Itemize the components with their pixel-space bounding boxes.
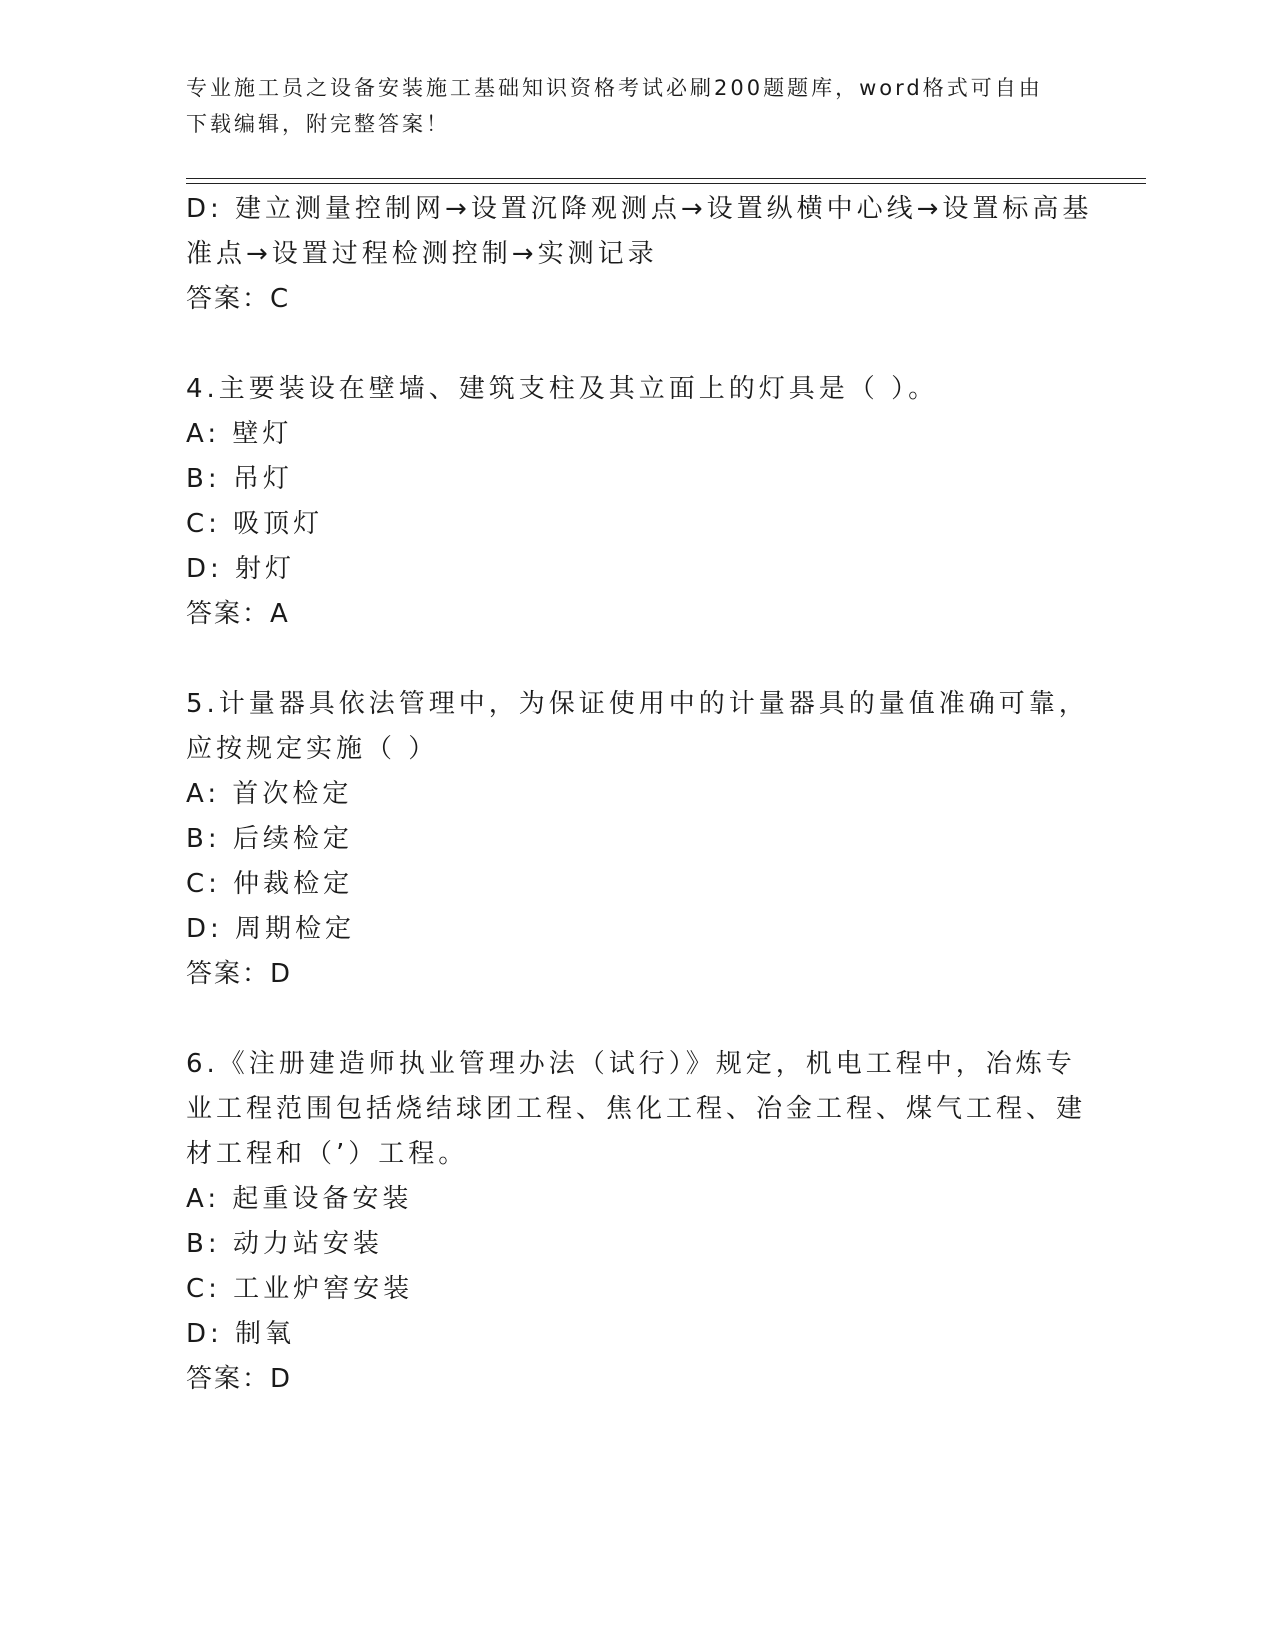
question-block xyxy=(186,367,1086,637)
option-a: A: 壁灯 xyxy=(186,419,293,449)
answer-line: 答案：A xyxy=(186,599,290,629)
option-c: C: 仲裁检定 xyxy=(186,869,354,899)
option-c: C: 吸顶灯 xyxy=(186,509,324,539)
option-d: D: 制氧 xyxy=(186,1319,296,1349)
option-d-line-2: 准点→设置过程检测控制→实测记录 xyxy=(186,239,658,269)
question-content xyxy=(186,187,1093,1402)
question-stem: 材工程和（’）工程。 xyxy=(186,1139,469,1169)
spacer xyxy=(186,637,1086,682)
question-stem: 业工程范围包括烧结球团工程、焦化工程、冶金工程、煤气工程、建 xyxy=(186,1094,1087,1124)
question-stem: 应按规定实施（ ） xyxy=(186,734,439,764)
answer-line: 答案：D xyxy=(186,1364,293,1394)
question-stem: 5.计量器具依法管理中，为保证使用中的计量器具的量值准确可靠， xyxy=(186,689,1089,719)
header-divider-top xyxy=(186,178,1146,179)
header-line-2: 下载编辑，附完整答案！ xyxy=(186,112,450,136)
answer-line: 答案：D xyxy=(186,959,293,989)
option-d-line-1: D: 建立测量控制网→设置沉降观测点→设置纵横中心线→设置标高基 xyxy=(186,194,1093,224)
option-d: D: 周期检定 xyxy=(186,914,356,944)
option-a: A: 起重设备安装 xyxy=(186,1184,413,1214)
question-stem: 4.主要装设在壁墙、建筑支柱及其立面上的灯具是（ ）。 xyxy=(186,374,939,404)
header-divider-bottom xyxy=(186,183,1146,184)
question-stem: 6.《注册建造师执业管理办法（试行）》规定，机电工程中，冶炼专 xyxy=(186,1049,1076,1079)
option-d: D: 射灯 xyxy=(186,554,296,584)
document-header xyxy=(186,70,1086,142)
spacer xyxy=(186,997,1086,1042)
question-block xyxy=(186,682,1089,997)
answer-line: 答案：C xyxy=(186,284,291,314)
option-b: B: 动力站安装 xyxy=(186,1229,383,1259)
option-a: A: 首次检定 xyxy=(186,779,353,809)
question-block xyxy=(186,1042,1086,1402)
spacer xyxy=(186,322,1086,367)
header-line-1: 专业施工员之设备安装施工基础知识资格考试必刷200题题库，word格式可自由 xyxy=(186,76,1043,100)
option-b: B: 吊灯 xyxy=(186,464,293,494)
option-b: B: 后续检定 xyxy=(186,824,353,854)
option-c: C: 工业炉窖安装 xyxy=(186,1274,414,1304)
